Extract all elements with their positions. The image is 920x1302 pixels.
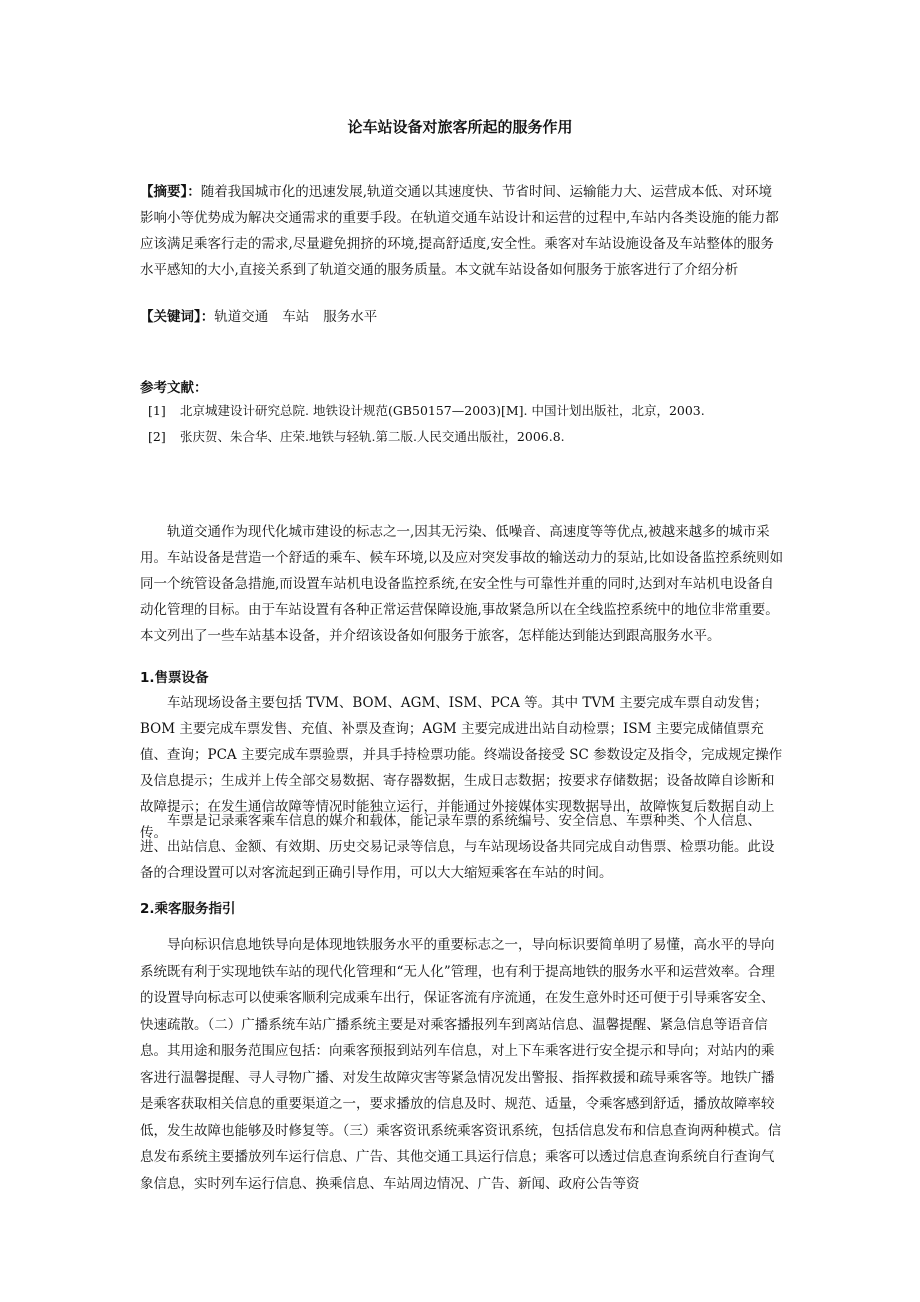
reference-number: [2] bbox=[148, 429, 166, 444]
keyword: 轨道交通 bbox=[214, 309, 269, 325]
reference-text: 张庆贺、朱合华、庄荣.地铁与轻轨.第二版.人民交通出版社，2006.8. bbox=[180, 429, 565, 444]
reference-number: [1] bbox=[148, 403, 166, 418]
section-paragraph: 车站现场设备主要包括 TVM、BOM、AGM、ISM、PCA 等。其中 TVM 主要完成车票自动发售；BOM 主要完成车票发售、充值、补票及查询；AGM 主要完成进出站自动检票；ISM 主要完成储值票充值、查询；PCA 主要完成车票验票，并具手持检票功能。终端设备接受 SC 参数设定及指令，完成规定操作及信息提示；生成并上传全部交易数据、寄存器数据，生成日志数据；按要求存储数据；设备故障自诊断和故障提示；在发生通信故障等情况时能独立运行，并能通过外接媒体实现数据导出，故障恢复后数据自动上传。 bbox=[140, 695, 783, 841]
section-heading: 2.乘客服务指引 bbox=[140, 901, 236, 917]
keyword: 服务水平 bbox=[323, 309, 378, 325]
section-paragraph: 车票是记录乘客乘车信息的媒介和载体，能记录车票的系统编号、安全信息、车票种类、个人信息、进、出站信息、金额、有效期、历史交易记录等信息，与车站现场设备共同完成自动售票、检票功能。此设备的合理设置可以对客流起到正确引导作用，可以大大缩短乘客在车站的时间。 bbox=[140, 813, 775, 881]
references-title: 参考文献： bbox=[140, 380, 208, 396]
keyword: 车站 bbox=[282, 309, 310, 325]
abstract bbox=[140, 179, 785, 283]
reference-item bbox=[148, 401, 705, 421]
abstract-label: 【摘要】： bbox=[140, 184, 201, 200]
keywords-label: 【关键词】： bbox=[140, 309, 215, 325]
intro-paragraph: 轨道交通作为现代化城市建设的标志之一,因其无污染、低噪音、高速度等等优点,被越来越多的城市采用。车站设备是营造一个舒适的乘车、候车环境,以及应对突发事故的输送动力的泵站,比如设备监控系统则如同一个统管设备急措施,而设置车站机电设备监控系统,在安全性与可靠性并重的同时,达到对车站机电设备自动化管理的目标。由于车站设置有各种正常运营保障设施,事故紧急所以在全线监控系统中的地位非常重要。本文列出了一些车站基本设备，并介绍该设备如何服务于旅客，怎样能达到能达到跟高服务水平。 bbox=[140, 524, 784, 644]
section-paragraph: 导向标识信息地铁导向是体现地铁服务水平的重要标志之一，导向标识要简单明了易懂，高水平的导向系统既有利于实现地铁车站的现代化管理和“无人化”管理，也有利于提高地铁的服务水平和运营效率。合理的设置导向标志可以使乘客顺利完成乘车出行，保证客流有序流通，在发生意外时还可便于引导乘客安全、快速疏散。（二）广播系统车站广播系统主要是对乘客播报列车到离站信息、温馨提醒、紧急信息等语音信息。其用途和服务范围应包括：向乘客预报到站列车信息，对上下车乘客进行安全提示和导向；对站内的乘客进行温馨提醒、寻人寻物广播、对发生故障灾害等紧急情况发出警报、指挥救援和疏导乘客等。地铁广播是乘客获取相关信息的重要渠道之一，要求播放的信息及时、规范、适量，令乘客感到舒适，播放故障率较低，发生故障也能够及时修复等。（三）乘客资讯系统乘客资讯系统，包括信息发布和信息查询两种模式。信息发布系统主要播放列车运行信息、广告、其他交通工具运行信息；乘客可以透过信息查询系统自行查询气象信息，实时列车运行信息、换乘信息、车站周边情况、广告、新闻、政府公告等资 bbox=[140, 937, 782, 1192]
section-heading: 1.售票设备 bbox=[140, 670, 209, 686]
reference-text: 北京城建设计研究总院. 地铁设计规范(GB50157—2003)[M]. 中国计划出版社，北京，2003. bbox=[180, 403, 705, 418]
keywords bbox=[140, 304, 785, 330]
page-title: 论车站设备对旅客所起的服务作用 bbox=[347, 118, 573, 136]
abstract-text: 随着我国城市化的迅速发展,轨道交通以其速度快、节省时间、运输能力大、运营成本低、对环境影响小等优势成为解决交通需求的重要手段。在轨道交通车站设计和运营的过程中,车站内各类设施的能力都应该满足乘客行走的需求,尽量避免拥挤的环境,提高舒适度,安全性。乘客对车站设施设备及车站整体的服务水平感知的大小,直接关系到了轨道交通的服务质量。本文就车站设备如何服务于旅客进行了介绍分析 bbox=[140, 184, 779, 278]
reference-item bbox=[148, 427, 565, 447]
